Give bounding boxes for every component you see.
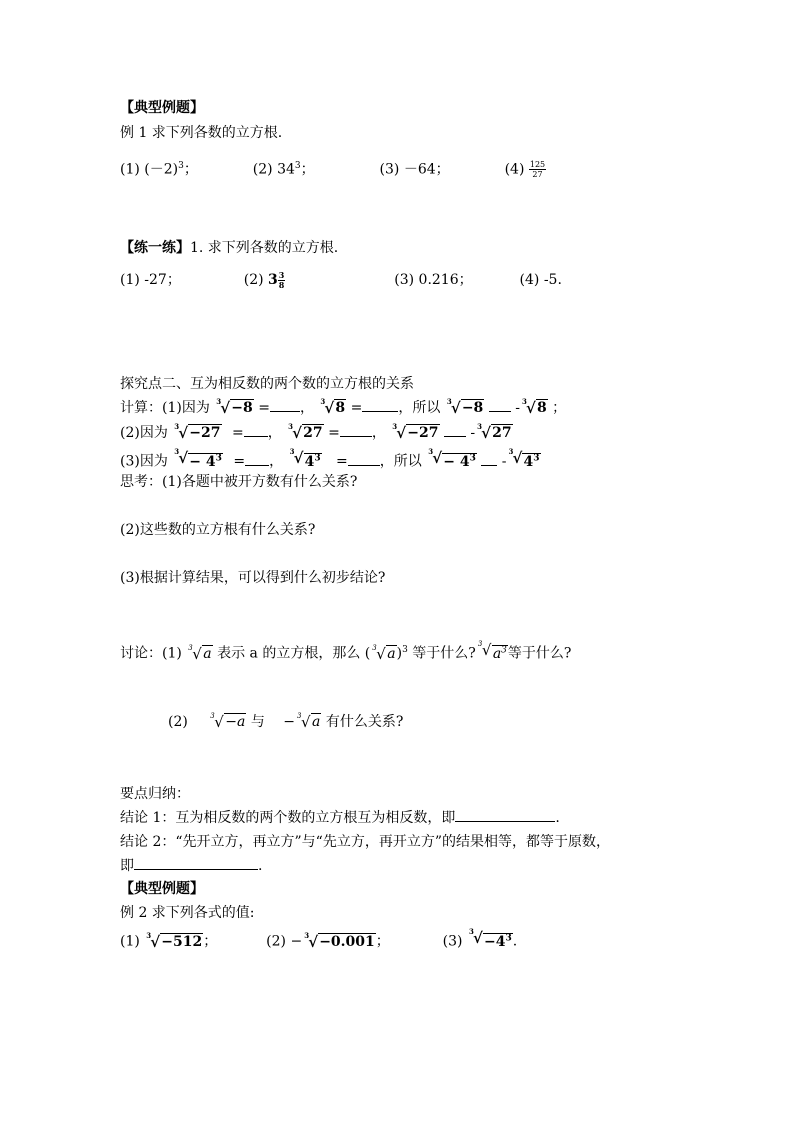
answer-blank[interactable] — [362, 399, 398, 412]
calc-row-1: 计算：(1)因为 3 √ −8 = ， 3 √ 8 = ，所以 3 √ −8 - 3 √ 8 ； — [120, 397, 567, 417]
discuss-row-1: 讨论：(1) 3 √ a 表示 a 的立方根，那么 ( 3 √ a)$^3$ 等于什么? 3 √ $a^3$等于什么? — [120, 640, 572, 663]
conclusion-2-cont: 即 . — [120, 858, 263, 874]
answer-blank[interactable] — [340, 424, 372, 437]
example-2-items: (1) 3 √ −512； (2) − 3 √ −0.001； (3) 3 √ $-4^3$. — [120, 927, 518, 951]
cube-root: 3 √ a — [372, 643, 396, 663]
cube-root: 3 √ 8 — [320, 397, 346, 417]
conclusion-1: 结论 1：互为相反数的两个数的立方根互为相反数，即 . — [120, 810, 560, 826]
cube-root: 3 √ a — [188, 643, 212, 663]
answer-blank[interactable] — [244, 424, 268, 437]
cube-root: 3 √ −512 — [146, 930, 203, 951]
conclusion-1-blank[interactable] — [455, 809, 555, 822]
mixed-number: 3 $\frac{3}{8}$ — [268, 269, 285, 290]
cube-root: 3 √ $4^3$ — [508, 447, 540, 470]
answer-blank[interactable] — [270, 399, 300, 412]
cube-root: 3 √ a — [297, 712, 321, 731]
calc-row-3: (3)因为 3 √ − $4^3$ = ， 3 √ $4^3$ = ，所以 3 √ − $4^3$ - 3 √ $4^3$ — [120, 447, 540, 470]
example-1-items: (1) $(-2)^3$； (2) $34^3$； (3) －64； (4) $\frac{125}{27}$ — [120, 160, 546, 180]
cube-root: 3 √ 27 — [477, 422, 512, 442]
practice-items: (1) -27； (2) 3 $\frac{3}{8}$ (3) 0.216； (4) -5. — [120, 269, 562, 290]
answer-blank[interactable] — [245, 453, 269, 466]
cube-root: 3 √ $4^3$ — [289, 447, 321, 470]
discuss-row-2: (2) 3 √ −a 与 − 3 √ a 有什么关系? — [168, 712, 404, 731]
cube-root: 3 √ − $4^3$ — [428, 447, 476, 470]
summary-title: 要点归纳： — [120, 786, 190, 802]
practice-title-line: 【练一练】1. 求下列各数的立方根. — [120, 240, 339, 256]
conclusion-2-blank[interactable] — [134, 857, 258, 870]
example-1-title: 例 1 求下列各数的立方根. — [120, 125, 283, 141]
answer-blank[interactable] — [348, 453, 380, 466]
cube-root: 3 √ 27 — [288, 422, 323, 442]
cube-root: 3 √ 8 — [521, 397, 547, 417]
example-2-title: 例 2 求下列各式的值: — [120, 905, 255, 921]
cube-root: 3 √ $a^3$ — [477, 640, 507, 662]
section-heading-2: 【典型例题】 — [120, 881, 204, 897]
cube-root: 3 √ −27 — [174, 422, 221, 442]
calc-row-2: (2)因为 3 √ −27 = ， 3 √ 27 = ， 3 √ −27 - 3 √ 27 — [120, 422, 512, 442]
explore-title: 探究点二、互为相反数的两个数的立方根的关系 — [120, 376, 414, 392]
relation-blank[interactable] — [489, 399, 511, 412]
cube-root: 3 √ −8 — [446, 397, 484, 417]
cube-root: 3 √ −0.001 — [304, 930, 375, 951]
think-q1: 思考：(1)各题中被开方数有什么关系? — [120, 474, 358, 490]
cube-root: 3 √ − $4^3$ — [174, 447, 222, 470]
section-heading: 【典型例题】 — [120, 100, 204, 116]
think-q2: (2)这些数的立方根有什么关系? — [120, 522, 316, 538]
relation-blank[interactable] — [444, 424, 466, 437]
cube-root: 3 √ $-4^3$ — [468, 927, 512, 950]
relation-blank[interactable] — [481, 453, 497, 466]
cube-root: 3 √ −8 — [216, 397, 253, 417]
think-q3: (3)根据计算结果，可以得到什么初步结论? — [120, 570, 386, 586]
conclusion-2: 结论 2：“先开立方，再立方”与“先立方，再开立方”的结果相等，都等于原数， — [120, 834, 610, 850]
cube-root: 3 √ −27 — [392, 422, 439, 442]
fraction-125-27: $\frac{125}{27}$ — [529, 160, 546, 180]
cube-root: 3 √ −a — [210, 712, 246, 731]
